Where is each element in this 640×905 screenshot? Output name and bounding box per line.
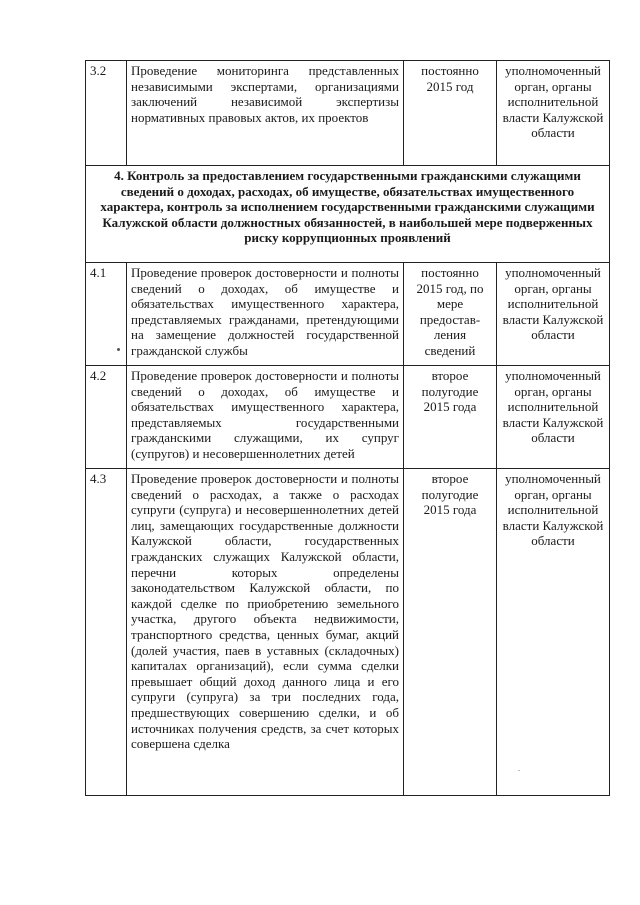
scan-dot-mark bbox=[117, 348, 120, 351]
action-plan-table bbox=[85, 60, 610, 796]
table-row bbox=[86, 263, 610, 366]
table-row bbox=[86, 61, 610, 166]
table-row bbox=[86, 366, 610, 469]
item-deadline: постоянно 2015 год bbox=[404, 61, 497, 166]
item-number: 4.3 bbox=[86, 469, 127, 796]
item-deadline: второе полугодие 2015 года bbox=[404, 366, 497, 469]
item-description: Проведение проверок достоверности и полноты сведений о доходах, об имуществе и обязательствах имущественного характера, представляемых государственными гражданскими служащими, их супруг (супругов) и несовершеннолетних детей bbox=[127, 366, 404, 469]
item-deadline: постоянно 2015 год, по мере предостав-ления сведений bbox=[404, 263, 497, 366]
item-executor: уполномоченный орган, органы исполнительной власти Калужской области bbox=[497, 61, 610, 166]
item-description: Проведение проверок достоверности и полноты сведений о расходах, а также о расходах супруги (супруга) и несовершеннолетних детей лиц, замещающих государственные должности Калужской области, государственных гражданских служащих Калужской области, перечни которых определены законодательством Калужской области, по каждой сделке по приобретению земельного участка, другого объекта недвижимости, транспортного средства, ценных бумаг, акций (долей участия, паев в уставных (складочных) капиталах организаций), если сумма сделки превышает общий доход данного лица и его супруги (супруга) за три последних года, предшествующих совершению сделки, и об источниках получения средств, за счет которых совершена сделка bbox=[127, 469, 404, 796]
item-deadline: второе полугодие 2015 года bbox=[404, 469, 497, 796]
table-row bbox=[86, 469, 610, 796]
item-description: Проведение мониторинга представленных независимыми экспертами, организациями заключений независимой экспертизы нормативных правовых актов, их проектов bbox=[127, 61, 404, 166]
item-number: 3.2 bbox=[86, 61, 127, 166]
item-description: Проведение проверок достоверности и полноты сведений о доходах, об имуществе и обязательствах имущественного характера, представляемых гражданами, претендующими на замещение должностей государственной гражданской службы bbox=[127, 263, 404, 366]
scan-speck-mark bbox=[518, 770, 520, 771]
item-executor: уполномоченный орган, органы исполнительной власти Калужской области bbox=[497, 263, 610, 366]
section-header-row bbox=[86, 166, 610, 263]
item-number: 4.2 bbox=[86, 366, 127, 469]
item-number: 4.1 bbox=[86, 263, 127, 366]
item-executor: уполномоченный орган, органы исполнительной власти Калужской области bbox=[497, 469, 610, 796]
item-executor: уполномоченный орган, органы исполнительной власти Калужской области bbox=[497, 366, 610, 469]
section-4-title: 4. Контроль за предоставлением государственными гражданскими служащими сведений о доходах, расходах, об имуществе, обязательствах имущественного характера, контроль за исполнением государственными гражданскими служащими Калужской области должностных обязанностей, в наибольшей мере подверженных риску коррупционных проявлений bbox=[86, 166, 610, 263]
